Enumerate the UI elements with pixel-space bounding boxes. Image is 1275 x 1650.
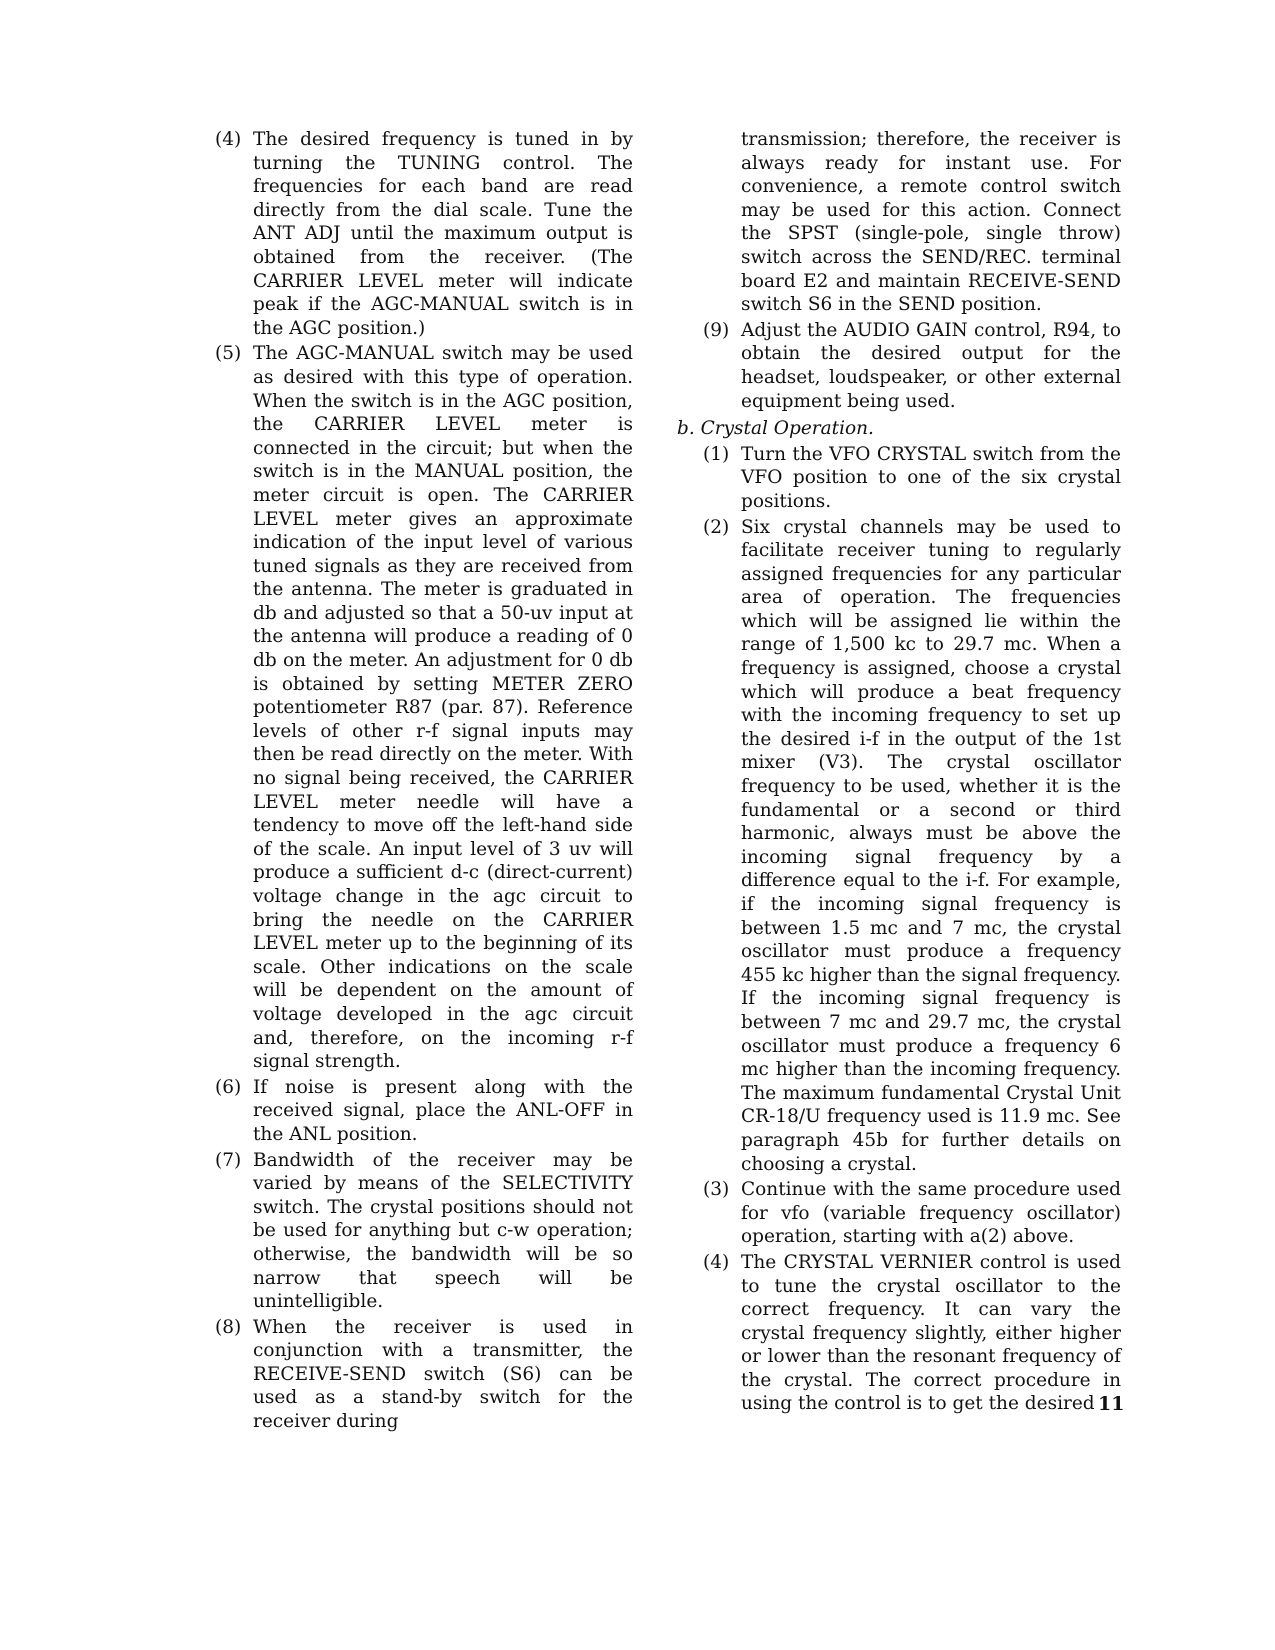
item-number: (1)	[703, 443, 730, 465]
list-item	[703, 1178, 1121, 1249]
item-text: Continue with the same procedure used for vfo (variable frequency oscillator) operation, starting with a(2) above.	[741, 1179, 1121, 1248]
item-text: Adjust the AUDIO GAIN control, R94, to obtain the desired output for the headset, loudspeaker, or other external equipment being used.	[741, 319, 1121, 412]
list-item	[215, 1149, 633, 1314]
item-number: (2)	[703, 516, 730, 538]
item-text: Bandwidth of the receiver may be varied by means of the SELECTIVITY switch. The crystal positions should not be used for anything but c-w operation; otherwise, the bandwidth will be so narrow that speech will be unintelligible.	[253, 1149, 633, 1313]
item-number: (9)	[703, 319, 730, 341]
item-text: The AGC-MANUAL switch may be used as desired with this type of operation. When the switch is in the AGC position, the CARRIER LEVEL meter is connected in the circuit; but when the switch is in the MANUAL position, the meter circuit is open. The CARRIER LEVEL meter gives an approximate indication of the input level of various tuned signals as they are received from the antenna. The meter is graduated in db and adjusted so that a 50-uv input at the antenna will produce a reading of 0 db on the meter. An adjustment for 0 db is obtained by setting METER ZERO potentiometer R87 (par. 87). Reference levels of other r-f signal inputs may then be read directly on the meter. With no signal being received, the CARRIER LEVEL meter needle will have a tendency to move off the left-hand side of the scale. An input level of 3 uv will produce a sufficient d-c (direct-current) voltage change in the agc circuit to bring the needle on the CARRIER LEVEL meter up to the beginning of its scale. Other indications on the scale will be dependent on the amount of voltage developed in the agc circuit and, therefore, on the incoming r-f signal strength.	[253, 343, 633, 1073]
list-item	[703, 319, 1121, 413]
list-item	[703, 1251, 1121, 1416]
item-number: (5)	[215, 343, 242, 365]
item-text: Six crystal channels may be used to facilitate receiver tuning to regularly assigned frequencies for any particular area of operation. The frequencies which will be assigned lie within the range of 1,500 kc to 29.7 mc. When a frequency is assigned, choose a crystal which will produce a beat frequency with the incoming frequency to set up the desired i-f in the output of the 1st mixer (V3). The crystal oscillator frequency to be used, whether it is the fundamental or a second or third harmonic, always must be above the incoming signal frequency by a difference equal to the i-f. For example, if the incoming signal frequency is between 1.5 mc and 7 mc, the crystal oscillator must produce a frequency 455 kc higher than the signal frequency. If the incoming signal frequency is between 7 mc and 29.7 mc, the crystal oscillator must produce a frequency 6 mc higher than the incoming frequency. The maximum fundamental Crystal Unit CR-18/U frequency used is 11.9 mc. See paragraph 45b for further details on choosing a crystal.	[741, 516, 1121, 1175]
list-item	[703, 443, 1121, 514]
item-text: The CRYSTAL VERNIER control is used to tune the crystal oscillator to the correct frequency. It can vary the crystal frequency slightly, either higher or lower than the resonant frequency of the crystal. The correct procedure in using the control is to get the desired	[741, 1251, 1121, 1415]
item-text: If noise is present along with the received signal, place the ANL-OFF in the ANL position.	[253, 1076, 633, 1145]
item-number: (7)	[215, 1149, 242, 1171]
item-number: (3)	[703, 1179, 730, 1201]
left-column	[215, 128, 633, 1436]
item-text: When the receiver is used in conjunction with a transmitter, the RECEIVE-SEND switch (S6) can be used as a stand-by switch for the receiver during	[253, 1316, 633, 1433]
item-number: (8)	[215, 1316, 242, 1338]
item-number: (4)	[703, 1251, 730, 1273]
list-item	[215, 128, 633, 340]
item-number: (4)	[215, 129, 242, 150]
continued-text: transmission; therefore, the receiver is always ready for instant use. For convenience, a remote control switch may be used for this action. Connect the SPST (single-pole, single throw) switch across the SEND/REC. terminal board E2 and maintain RECEIVE-SEND switch S6 in the SEND position.	[741, 129, 1121, 316]
page-number: 11	[1098, 1393, 1125, 1415]
list-item	[215, 1076, 633, 1147]
item-number: (6)	[215, 1076, 242, 1098]
item-text: Turn the VFO CRYSTAL switch from the VFO position to one of the six crystal positions.	[741, 443, 1121, 512]
right-column	[677, 128, 1121, 1418]
list-item	[215, 1316, 633, 1434]
item-text: The desired frequency is tuned in by turning the TUNING control. The frequencies for each band are read directly from the dial scale. Tune the ANT ADJ until the maximum output is obtained from the receiver. (The CARRIER LEVEL meter will indicate peak if the AGC-MANUAL switch is in the AGC position.)	[253, 129, 633, 339]
list-item	[703, 516, 1121, 1177]
list-item	[215, 342, 633, 1073]
section-heading: b. Crystal Operation.	[677, 418, 874, 440]
